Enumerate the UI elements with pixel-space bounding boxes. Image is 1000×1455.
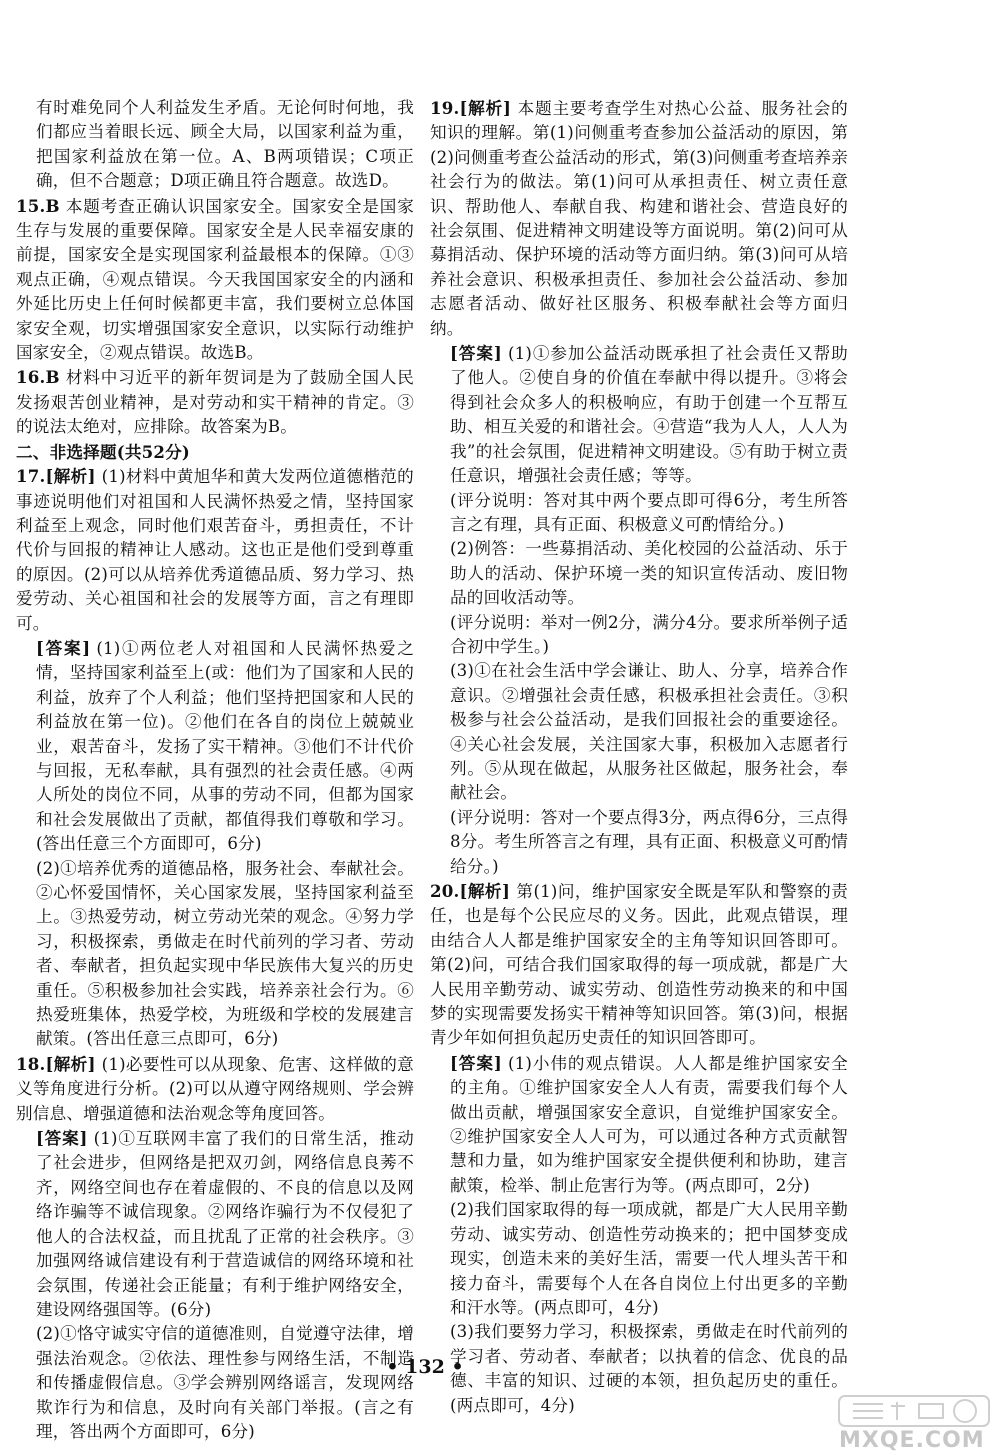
q16-text: 材料中习近平的新年贺词是为了鼓励全国人民发扬艰苦创业精神，是对劳动和实干精神的肯定。③的说法太绝对，应排除。故答案为B。: [16, 368, 414, 437]
q19-analysis-tag: [解析]: [459, 98, 512, 118]
q18-number: 18.: [16, 1053, 46, 1074]
q14-continuation: 有时难免同个人利益发生矛盾。无论何时何地，我们都应当着眼长远、顾全大局，以国家利益为重，把国家利益放在第一位。A、B两项错误；C项正确，但不合题意；D项正确且符合题意。故选D。: [36, 98, 414, 191]
watermark-logo-mark: [835, 1392, 995, 1430]
q19-answer-tag: [答案]: [450, 343, 502, 364]
q18-analysis-tag: [解析]: [45, 1053, 96, 1074]
q17-answer-1: [16, 636, 414, 857]
q20-number: 20.: [430, 881, 460, 901]
q19-answer-3: (3)①在社会生活中学会谦让、助人、分享，培养合作意识。②增强社会责任感，积极承担社会责任。③积极参与社会公益活动，是我们回报社会的重要途径。④关心社会发展，关注国家大事，积极加入志愿者行列。⑤从现在做起，从服务社区做起，服务社会，奉献社会。: [450, 661, 848, 803]
watermark-site: MXQE.COM: [839, 1428, 985, 1453]
right-column: [430, 96, 848, 1418]
left-column: [16, 96, 414, 1444]
q17-answer-1-text: (1)①两位老人对祖国和人民满怀热爱之情，坚持国家利益至上(或：他们为了国家和人民的利益，放弃了个人利益；他们坚持把国家和人民的利益放在第一位)。②他们在各自的岗位上兢兢业业，艰苦奋斗，发扬了实干精神。③他们不计代价与回报，无私奉献，具有强烈的社会责任感。④两人所处的岗位不同，从事的劳动不同，但都为国家和社会发展做出了贡献，都值得我们尊敬和学习。(答出任意三个方面即可，6分): [36, 638, 414, 854]
q19-scoring-note-2: (评分说明：举对一例2分，满分4分。要求所举例子适合初中学生。): [450, 612, 848, 656]
q20-analysis-tag: [解析]: [459, 881, 511, 901]
q19-analysis-text: 本题主要考查学生对热心公益、服务社会的知识的理解。第(1)问侧重考查参加公益活动的原因，第(2)问侧重考查公益活动的形式，第(3)问侧重考查培养亲社会行为的做法。第(1)问可从承担责任、树立责任意识、帮助他人、奉献自我、构建和谐社会、营造良好的社会氛围、促进精神文明建设等方面说明。第(2)问可从募捐活动、保护环境的活动等方面归纳。第(3)问可从培养社会意识、积极承担责任、参加社会公益活动、参加志愿者活动、做好社区服务、积极奉献社会等方面归纳。: [430, 99, 848, 338]
q18-answer-tag: [答案]: [36, 1128, 88, 1149]
q19-answer-2: (2)例答：一些募捐活动、美化校园的公益活动、乐于助人的活动、保护环境一类的知识宣传活动、废旧物品的回收活动等。: [450, 539, 848, 608]
q18-answer-1: [16, 1126, 414, 1322]
q19-scoring-note-1: (评分说明：答对其中两个要点即可得6分，考生所答言之有理，具有正面、积极意义可酌情给分。): [450, 490, 848, 534]
q18-answer-1-text: (1)①互联网丰富了我们的日常生活，推动了社会进步，但网络是把双刃剑，网络信息良莠不齐，网络空间也存在着虚假的、不良的信息以及网络诈骗等不诚信现象。②网络诈骗行为不仅侵犯了他人的合法权益，而且扰乱了正常的社会秩序。③加强网络诚信建设有利于营造诚信的网络环境和社会氛围，传递社会正能量；有利于维护网络安全，建设网络强国等。(6分): [36, 1129, 414, 1319]
section-heading: 二、非选择题(共52分): [16, 441, 190, 462]
q20-answer-tag: [答案]: [450, 1052, 502, 1073]
q20-answer-3: (3)我们要努力学习，积极探索，勇做走在时代前列的学习者、劳动者、奉献者；以执着的信念、优良的品德、丰富的知识、过硬的本领，担负起历史的重任。(两点即可，4分): [450, 1322, 848, 1415]
q19-answer-1-text: (1)①参加公益活动既承担了社会责任又帮助了他人。②使自身的价值在奉献中得以提升。③将会得到社会众多人的积极响应，有助于创建一个互帮互助、相互关爱的和谐社会。④营造“我为人人，人人为我”的社会氛围，促进精神文明建设。⑤有助于树立责任意识，增强社会责任感；等等。: [450, 344, 848, 486]
q20-analysis: [430, 879, 848, 1051]
q20-answer-2: (2)我们国家取得的每一项成就，都是广大人民用辛勤劳动、诚实劳动、创造性劳动换来的；把中国梦变成现实，创造未来的美好生活，需要一代人埋头苦干和接力奋斗，需要每个人在各自岗位上付出更多的辛勤和汗水等。(两点即可，4分): [450, 1200, 848, 1317]
q18-analysis: [16, 1052, 414, 1126]
q20-analysis-text: 第(1)问，维护国家安全既是军队和警察的责任，也是每个公民应尽的义务。因此，此观点错误，理由结合人人都是维护国家安全的主角等知识回答即可。第(2)问，可结合我们国家取得的每一项成就，都是广大人民用辛勤劳动、诚实劳动、创造性劳动换来的和中国梦的实现需要发扬实干精神等知识回答。第(3)问，根据青少年如何担负起历史责任的知识回答即可。: [430, 882, 848, 1048]
q19-number: 19.: [430, 98, 460, 118]
q16-block: [16, 365, 414, 439]
q19-analysis: [430, 96, 848, 341]
page-number: • 132 •: [386, 1356, 464, 1378]
q17-answer-2: (2)①培养优秀的道德品格，服务社会、奉献社会。②心怀爱国情怀，关心国家发展，坚持国家利益至上。③热爱劳动，树立劳动光荣的观念。④努力学习，积极探索，勇做走在时代前列的学习者、劳动者、奉献者，担负起实现中华民族伟大复兴的历史重任。⑤积极参加社会实践，培养亲社会行为。⑥热爱班集体，热爱学校，为班级和学校的发展建言献策。(答出任意三点即可，6分): [36, 858, 414, 1049]
q19-answer-1: [430, 341, 848, 488]
q18-answer-2: (2)①恪守诚实守信的道德准则，自觉遵守法律，增强法治观念。②依法、理性参与网络生活，不制造和传播虚假信息。③学会辨别网络谣言，发现网络欺诈行为和信息，及时向有关部门举报。(言之有理，答出两个方面即可，6分): [36, 1324, 414, 1441]
q15-text: 本题考查正确认识国家安全。国家安全是国家生存与发展的重要保障。国家安全是人民幸福安康的前提，国家安全是实现国家利益最根本的保障。①③观点正确，④观点错误。今天我国国家安全的内涵和外延比历史上任何时候都更丰富，我们要树立总体国家安全观，切实增强国家安全意识，以实际行动维护国家安全，②观点错误。故选B。: [16, 196, 414, 363]
q15-block: [16, 194, 414, 366]
q20-answer-1-text: (1)小伟的观点错误。人人都是维护国家安全的主角。①维护国家安全人人有责，需要我们每个人做出贡献，增强国家安全意识，自觉维护国家安全。②维护国家安全人人可为，可以通过各种方式贡献智慧和力量，如为维护国家安全提供便利和协助，建言献策，检举、制止危害行为等。(两点即可，2分): [450, 1053, 848, 1195]
q17-analysis-text: (1)材料中黄旭华和黄大发两位道德楷范的事迹说明他们对祖国和人民满怀热爱之情，坚持国家利益至上观念，同时他们艰苦奋斗，勇担责任，不计代价与回报的精神让人感动。这也正是他们受到尊重的原因。(2)可以从培养优秀道德品质、努力学习、热爱劳动、关心祖国和社会的发展等方面，言之有理即可。: [16, 467, 414, 633]
q17-analysis-tag: [解析]: [45, 466, 96, 487]
q18-analysis-text: (1)必要性可以从现象、危害、这样做的意义等角度进行分析。(2)可以从遵守网络规则、学会辨别信息、增强道德和法治观念等角度回答。: [16, 1054, 414, 1123]
q20-answer-1: [430, 1051, 848, 1198]
q19-scoring-note-3: (评分说明：答对一个要点得3分，两点得6分，三点得8分。考生所答言之有理，具有正面、积极意义可酌情给分。): [450, 807, 848, 876]
q16-number: 16.B: [16, 367, 60, 388]
q17-analysis: [16, 464, 414, 636]
watermark-logo: [835, 1392, 995, 1453]
q17-number: 17.: [16, 466, 46, 487]
q17-answer-tag: [答案]: [36, 637, 91, 658]
q15-number: 15.B: [16, 195, 60, 216]
